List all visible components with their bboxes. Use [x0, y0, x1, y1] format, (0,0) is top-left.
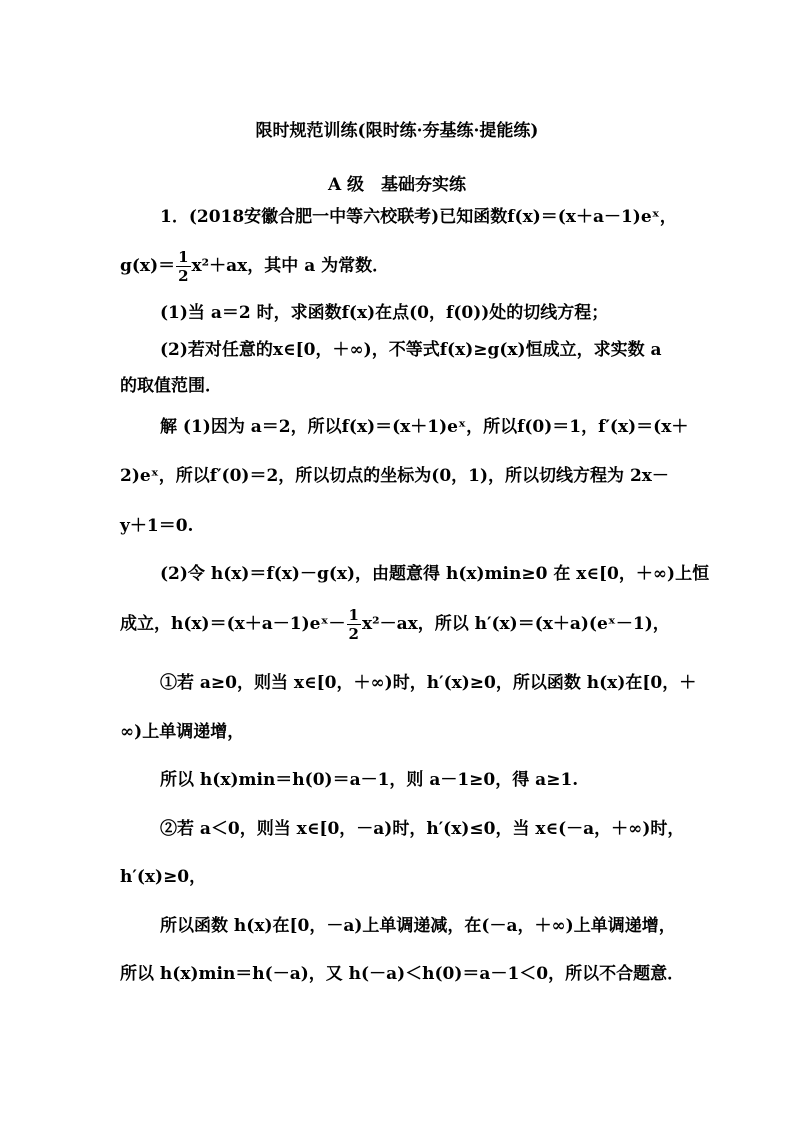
fraction-half: [347, 606, 361, 643]
problem-line-2-lhs: g(x)＝: [120, 256, 176, 276]
solution-line-1b: 2)eˣ，所以f′(0)＝2，所以切点的坐标为(0，1)，所以切线方程为 2x－: [120, 466, 669, 486]
problem-part-2b: 的取值范围．: [120, 376, 222, 396]
solution-line-2b-rhs: x²－ax，所以 h′(x)＝(x＋a)(eˣ－1)，: [361, 614, 670, 634]
case-1-line-c: 所以 h(x)min＝h(0)＝a－1，则 a－1≥0，得 a≥1.: [160, 770, 579, 790]
fraction-denominator: 2: [348, 625, 359, 643]
case-2-line-c: 所以函数 h(x)在[0，－a)上单调递减，在(－a，＋∞)上单调递增，: [160, 916, 676, 936]
fraction-half: [176, 248, 190, 285]
page-title: 限时规范训练(限时练·夯基练·提能练): [255, 121, 539, 141]
solution-line-2b: [120, 606, 680, 643]
problem-line-1: 1．(2018安徽合肥一中等六校联考)已知函数f(x)＝(x＋a－1)eˣ，: [160, 207, 677, 227]
fraction-numerator: 1: [178, 248, 189, 266]
solution-line-1a: 解 (1)因为 a＝2，所以f(x)＝(x＋1)eˣ，所以f(0)＝1，f′(x)＝(x＋: [160, 417, 689, 437]
solution-line-2a: (2)令 h(x)＝f(x)－g(x)，由题意得 h(x)min≥0 在 x∈[0，＋∞)上恒: [160, 564, 710, 584]
case-1-line-b: ∞)上单调递增，: [120, 722, 245, 742]
problem-part-2a: (2)若对任意的x∈[0，＋∞)，不等式f(x)≥g(x)恒成立，求实数 a: [160, 340, 662, 360]
level-heading: A 级 基础夯实练: [327, 175, 467, 195]
fraction-denominator: 2: [178, 267, 189, 285]
case-2-line-a: ②若 a＜0，则当 x∈[0，－a)时，h′(x)≤0，当 x∈(－a，＋∞)时，: [160, 819, 685, 839]
solution-line-2b-lhs: 成立，h(x)＝(x＋a－1)eˣ－: [120, 614, 346, 634]
problem-line-2: [120, 248, 680, 285]
problem-line-2-rhs: x²＋ax，其中 a 为常数．: [191, 256, 390, 276]
case-2-line-b: h′(x)≥0，: [120, 867, 207, 887]
problem-part-1: (1)当 a＝2 时，求函数f(x)在点(0，f(0))处的切线方程；: [160, 303, 609, 323]
fraction-numerator: 1: [348, 606, 359, 624]
solution-line-1c: y＋1＝0.: [120, 516, 194, 536]
case-2-line-d: 所以 h(x)min＝h(－a)，又 h(－a)＜h(0)＝a－1＜0，所以不合题意．: [120, 964, 685, 984]
case-1-line-a: ①若 a≥0，则当 x∈[0，＋∞)时，h′(x)≥0，所以函数 h(x)在[0，＋: [160, 673, 697, 693]
